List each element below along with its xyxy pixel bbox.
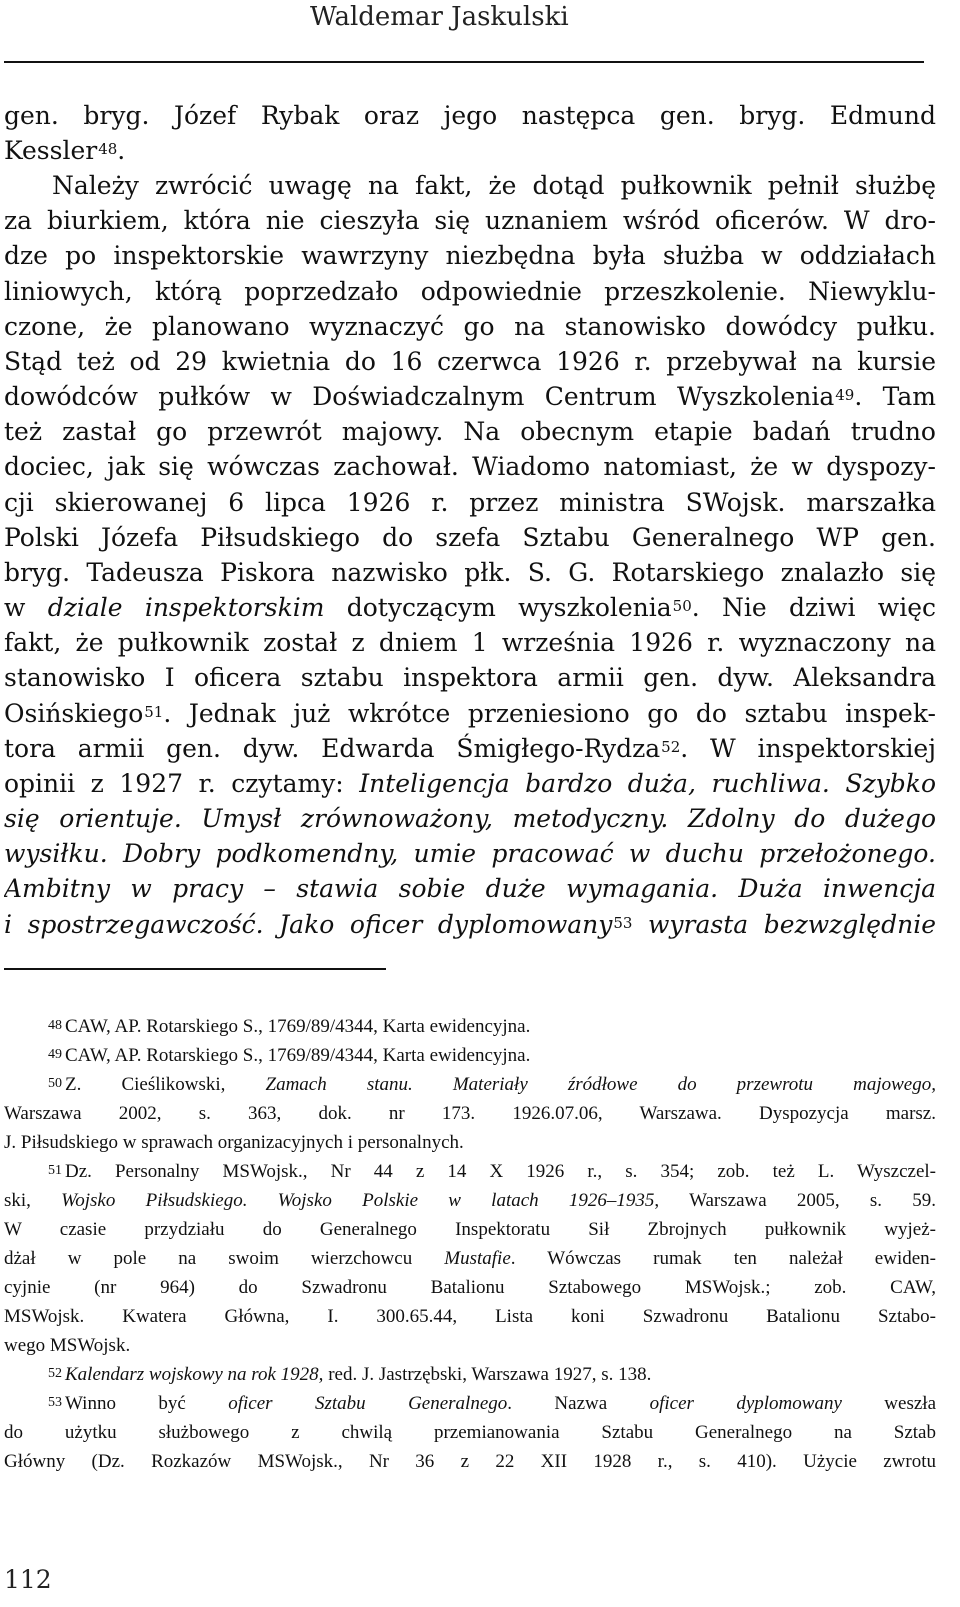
text-line: cji skierowanej 6 lipca 1926 r. przez ministra SWojsk. marszałka <box>4 488 936 517</box>
text-line: fakt, że pułkownik został z dniem 1 września 1926 r. wyznaczony na <box>4 628 936 657</box>
text-line: dowódców pułków w Doświadczalnym Centrum Wyszkolenia$^{49}$. Tam <box>4 382 936 411</box>
text-line: dze po inspektorskie wawrzyny niezbędna była służba w oddziałach <box>4 241 936 270</box>
running-header-author: Waldemar Jaskulski <box>310 2 569 32</box>
footnote-51: $^{51}$ Dz. Personalny MSWojsk., Nr 44 z 14 X 1926 r., s. 354; zob. też L. Wyszczel- <box>48 1161 936 1182</box>
footnote-49: $^{49}$ CAW, AP. Rotarskiego S., 1769/89/4344, Karta ewidencyjna. <box>48 1045 531 1066</box>
header-rule <box>4 61 924 63</box>
footnote-ref[interactable]: 53 <box>613 914 633 932</box>
footnote-ref[interactable]: 49 <box>835 386 855 404</box>
footnote-line: ski, Wojsko Piłsudskiego. Wojsko Polskie w latach 1926–1935, Warszawa 2005, s. 59. <box>4 1190 936 1211</box>
footnote-ref[interactable]: 51 <box>144 703 164 721</box>
text-line: Osińskiego$^{51}$. Jednak już wkrótce przeniesiono go do sztabu inspek- <box>4 699 936 728</box>
text-line: tora armii gen. dyw. Edwarda Śmigłego-Rydza$^{52}$. W inspektorskiej <box>4 734 936 763</box>
text-line: i spostrzegawczość. Jako oficer dyplomowany$^{53}$ wyrasta bezwzględnie <box>4 910 936 939</box>
footnote-line: cyjnie (nr 964) do Szwadronu Batalionu Sztabowego MSWojsk.; zob. CAW, <box>4 1277 936 1298</box>
footnote-ref[interactable]: 50 <box>672 597 692 615</box>
text-line: opinii z 1927 r. czytamy: Inteligencja bardzo duża, ruchliwa. Szybko <box>4 769 936 798</box>
text-line: Ambitny w pracy – stawia sobie duże wymagania. Duża inwencja <box>4 874 936 903</box>
footnote-ref[interactable]: 52 <box>661 738 681 756</box>
text-line: Należy zwrócić uwagę na fakt, że dotąd pułkownik pełnił służbę <box>52 171 936 200</box>
footnote-line: dżał w pole na swoim wierzchowcu Mustafie. Wówczas rumak ten należał ewiden- <box>4 1248 936 1269</box>
text-line: dociec, jak się wówczas zachował. Wiadomo natomiast, że w dyspozy- <box>4 452 936 481</box>
footnote-line: wego MSWojsk. <box>4 1335 131 1356</box>
text-line: czone, że planowano wyznaczyć go na stanowisko dowódcy pułku. <box>4 312 936 341</box>
text-line: za biurkiem, która nie cieszyła się uznaniem wśród oficerów. W dro- <box>4 206 936 235</box>
footnote-line: MSWojsk. Kwatera Główna, I. 300.65.44, Lista koni Szwadronu Batalionu Sztabo- <box>4 1306 936 1327</box>
footnote-48: $^{48}$ CAW, AP. Rotarskiego S., 1769/89/4344, Karta ewidencyjna. <box>48 1016 531 1037</box>
text-line: w dziale inspektorskim dotyczącym wyszkolenia$^{50}$. Nie dziwi więc <box>4 593 936 622</box>
page-number: 112 <box>4 1565 52 1594</box>
text-line: Stąd też od 29 kwietnia do 16 czerwca 1926 r. przebywał na kursie <box>4 347 936 376</box>
footnote-line: J. Piłsudskiego w sprawach organizacyjnych i personalnych. <box>4 1132 464 1153</box>
text-line: Polski Józefa Piłsudskiego do szefa Sztabu Generalnego WP gen. <box>4 523 936 552</box>
text-line: wysiłku. Dobry podkomendny, umie pracować w duchu przełożonego. <box>4 839 936 868</box>
footnote-line: W czasie przydziału do Generalnego Inspektoratu Sił Zbrojnych pułkownik wyjeż- <box>4 1219 936 1240</box>
text-line: też zastał go przewrót majowy. Na obecnym etapie badań trudno <box>4 417 936 446</box>
footnote-line: do użytku służbowego z chwilą przemianowania Sztabu Generalnego na Sztab <box>4 1422 936 1443</box>
footnote-ref[interactable]: 48 <box>98 140 118 158</box>
text-line: gen. bryg. Józef Rybak oraz jego następca gen. bryg. Edmund <box>4 101 936 130</box>
text-line: Kessler$^{48}$. <box>4 136 126 165</box>
text-line: bryg. Tadeusza Piskora nazwisko płk. S. G. Rotarskiego znalazło się <box>4 558 936 587</box>
text-line: liniowych, którą poprzedzało odpowiednie przeszkolenie. Niewyklu- <box>4 277 936 306</box>
text-line: się orientuje. Umysł zrównoważony, metodyczny. Zdolny do dużego <box>4 804 936 833</box>
footnote-53: $^{53}$ Winno być oficer Sztabu Generalnego. Nazwa oficer dyplomowany weszła <box>48 1393 936 1414</box>
footnote-line: Główny (Dz. Rozkazów MSWojsk., Nr 36 z 22 XII 1928 r., s. 410). Użycie zwrotu <box>4 1451 936 1472</box>
text-line: stanowisko I oficera sztabu inspektora armii gen. dyw. Aleksandra <box>4 663 936 692</box>
footnote-rule <box>4 968 386 970</box>
footnote-50: $^{50}$ Z. Cieślikowski, Zamach stanu. Materiały źródłowe do przewrotu majowego, <box>48 1074 936 1095</box>
footnote-52: $^{52}$ Kalendarz wojskowy na rok 1928, red. J. Jastrzębski, Warszawa 1927, s. 138. <box>48 1364 652 1385</box>
footnote-line: Warszawa 2002, s. 363, dok. nr 173. 1926.07.06, Warszawa. Dyspozycja marsz. <box>4 1103 936 1124</box>
